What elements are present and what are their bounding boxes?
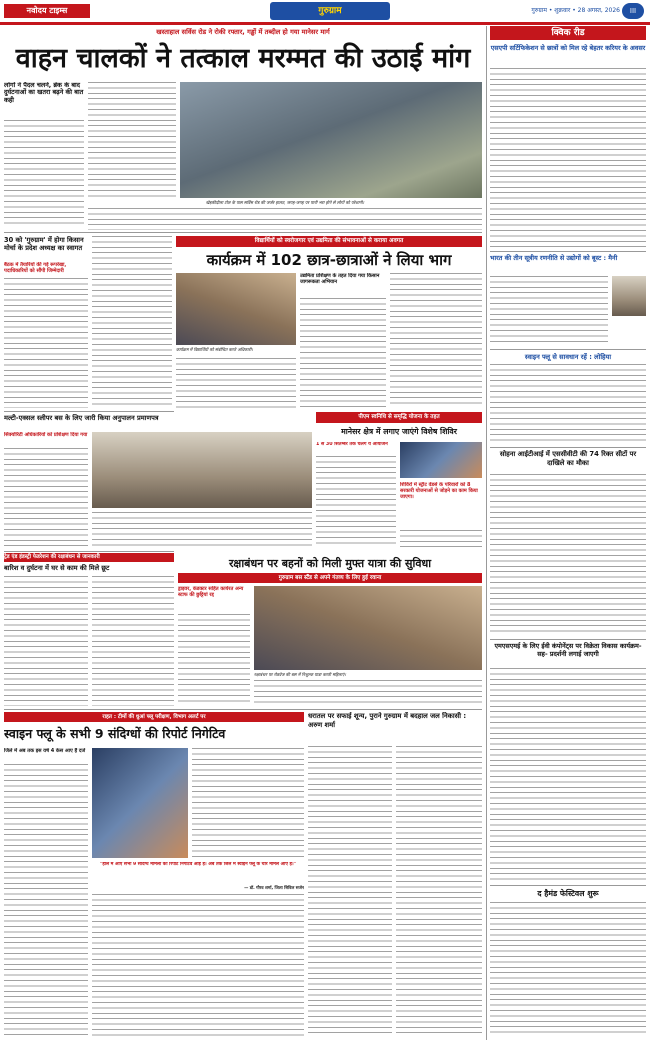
clean-headline: धरातल पर सफाई शून्य, पुराने गुरुग्राम में बदहाल जल निकासी : अरुण शर्मा xyxy=(308,712,467,729)
rakhi-subhead: ड्राइवर, कंडक्टर सहित कार्यरत अन्य स्टाफ की छुट्टियां रद्द xyxy=(178,586,244,599)
quick-read-item2-body xyxy=(490,276,608,346)
kisan-body-col2 xyxy=(92,236,172,408)
quick-read-item6-body xyxy=(490,902,646,1036)
trade-body-col2 xyxy=(92,576,174,706)
divider xyxy=(4,232,482,233)
trade-headline: ट्रेड एंड इंडस्ट्री फेडरेशन की रक्षाबंधन से जानकारी xyxy=(4,553,174,562)
portrait-photo xyxy=(612,276,646,316)
flu-body-col3 xyxy=(192,748,304,858)
quick-read-item6-head: द हैमंड फेस्टिवल शुरू xyxy=(537,889,599,898)
rakhi-body-2 xyxy=(254,680,482,706)
divider xyxy=(4,709,482,710)
quick-read-item3-body xyxy=(490,364,646,444)
multi-axle-headline: मल्टी-एक्सल स्लीपर बस के लिए जारी किया अनुपालन प्रमाणपत्र xyxy=(4,414,159,422)
header-rule xyxy=(0,22,650,25)
divider xyxy=(490,251,646,252)
flu-body-col1 xyxy=(4,764,88,1036)
pm-body-2 xyxy=(400,530,482,548)
students-caption: कार्यक्रम में विद्यार्थियों को संबोधित करते अधिकारी। xyxy=(176,347,253,352)
quick-read-item3-head: स्वाइन फ्लू से सावधान रहें : लोहिया xyxy=(524,353,612,361)
rakhi-kicker: गुरुग्राम बस स्टैंड से अपने गंतव्य के लिए हुई रवाना xyxy=(178,573,482,583)
rakhi-headline: रक्षाबंधन पर बहनों को मिली मुफ्त यात्रा की सुविधा xyxy=(228,557,432,570)
quick-read-item4-head: सोहना आईटीआई में एससीवीटी की 74 रिक्त सीटों पर दाखिले का मौका xyxy=(499,450,637,467)
clean-body-col2 xyxy=(396,746,482,1036)
pm-kicker: पीएम स्वनिधि से समृद्धि योजना के तहत xyxy=(316,412,482,423)
divider xyxy=(490,639,646,640)
students-body-col1 xyxy=(176,358,296,408)
flu-headline: स्वाइन फ्लू के सभी 9 संदिग्धों की रिपोर्ट निगेटिव xyxy=(4,726,226,741)
students-photo xyxy=(176,273,296,345)
quick-read-item2-head: भारत की तीन सूत्रीय रणनीति से उद्योगों को बूस्ट : मैनी xyxy=(490,254,618,262)
lead-kicker: खस्ताहाल सर्विस रोड ने रोकी रफ्तार, गड्ढों में तब्दील हो गया मानेसर मार्ग xyxy=(4,26,482,38)
quick-read-item1-head: एसएपी सर्टिफिकेशन से छात्रों को मिल रहे बेहतर करियर के अवसर xyxy=(490,44,646,52)
quick-read-item5-body xyxy=(490,668,646,882)
lead-headline: वाहन चालकों ने तत्काल मरम्मत की उठाई मांग xyxy=(15,43,471,74)
lead-body-col1 xyxy=(4,120,84,228)
divider xyxy=(490,349,646,350)
trade-subhead: बारिश व दुर्घटना में घर से काम की मिले छूट xyxy=(4,564,110,572)
flu-subhead: जिले में अब तक इस वर्ष 4 केस आए हैं दर्ज xyxy=(4,748,86,754)
quick-read-item4-body xyxy=(490,474,646,636)
flu-photo xyxy=(92,748,188,858)
flu-body-2 xyxy=(92,894,304,1036)
pm-quote: शिविरों में स्ट्रीट वेंडर्स के परिवारों को 8 सरकारी योजनाओं से जोड़ने का काम किया जाएगा। xyxy=(400,482,478,500)
lead-caption: खेड़कीदौला टोल के पास सर्विस रोड की जर्जर हालत, जगह-जगह पर पानी भरा होने से लोगों को परेशानी। xyxy=(205,200,365,205)
quick-read-banner: क्विक रीड xyxy=(490,26,646,40)
lead-body-col2 xyxy=(88,82,176,200)
students-body-col3 xyxy=(390,273,482,408)
lead-body-bottom xyxy=(88,208,482,230)
page-header xyxy=(0,0,650,22)
kisan-headline: 30 को 'गुरुग्राम' में होगा किसान मोर्चा के प्रदेश अध्यक्ष का स्वागत xyxy=(4,236,84,252)
pm-subhead: 1 से 30 सितम्बर तक चलेंगे ये आयोजन xyxy=(316,442,388,447)
lead-subhead: लोगों ने पैदल चलने, ब्रेक के बाद दुर्घटनाओं का खतरा बढ़ने की बात कही xyxy=(4,82,84,104)
divider xyxy=(4,551,174,552)
quick-read-item1-body xyxy=(490,68,646,248)
flu-quote-by: — डॉ. गौरव शर्मा, जिला सिविल सर्जन xyxy=(244,885,304,890)
students-subhead: उद्यमिता प्रशिक्षण के तहत दिया गया किसान जागरूकता अभियान xyxy=(300,273,380,286)
page-number: III xyxy=(622,3,644,19)
kisan-subhead: बैठक में तैयारियों की गई रूपरेखा, पदाधिकारियों को सौंपी जिम्मेदारी xyxy=(4,262,67,275)
masthead-brand: नवोदय टाइम्स xyxy=(4,4,90,18)
multi-axle-subhead: सिक्योरिटी अधिकारियों को प्रशिक्षण दिया गया xyxy=(4,432,88,438)
rakhi-body-col1 xyxy=(178,614,250,706)
pm-headline: मानेसर क्षेत्र में लगाए जाएंगे विशेष शिविर xyxy=(341,427,457,436)
column-divider xyxy=(486,26,487,1040)
pm-body xyxy=(316,456,396,548)
clean-body-col1 xyxy=(308,746,392,1036)
rakhi-photo xyxy=(254,586,482,670)
flu-quote: "हाल में आए सभी 9 संदिग्ध मामलों की रिपोर्ट निगेटिव आई है। अब तक जिले में स्वाइन फ्लू के चार मामले आए हैं।" xyxy=(99,862,297,867)
kisan-body xyxy=(4,278,88,408)
quick-read-item5-head: एमएसएमई के लिए ईवी कंपोनेंट्स पर विक्रेता विकास कार्यक्रम- सह- प्रदर्शनी लगाई जाएगी xyxy=(494,642,642,658)
multi-axle-photo xyxy=(92,432,312,508)
trade-body-col1 xyxy=(4,576,88,706)
divider xyxy=(4,411,174,412)
divider xyxy=(490,447,646,448)
students-body-col2 xyxy=(300,298,386,408)
divider xyxy=(490,885,646,886)
multi-axle-body-2 xyxy=(92,512,312,548)
section-tab: गुरुग्राम xyxy=(270,2,390,20)
lead-photo xyxy=(180,82,482,198)
pm-photo xyxy=(400,442,482,478)
dateline: गुरुग्राम • शुक्रवार • 28 अगस्त, 2026 xyxy=(531,7,620,14)
multi-axle-body xyxy=(4,448,88,548)
rakhi-caption: रक्षाबंधन पर रोडवेज की बस में निशुल्क यात्रा करती महिलाएं। xyxy=(254,672,346,677)
students-kicker: विद्यार्थियों को स्वरोजगार एवं उद्यमिता की संभावनाओं से कराया अवगत xyxy=(176,236,482,247)
flu-kicker: राहत : टीमों की धुआं फ्लू परीक्षण, विभाग अलर्ट पर xyxy=(4,712,304,722)
students-headline: कार्यक्रम में 102 छात्र-छात्राओं ने लिया भाग xyxy=(206,251,452,269)
